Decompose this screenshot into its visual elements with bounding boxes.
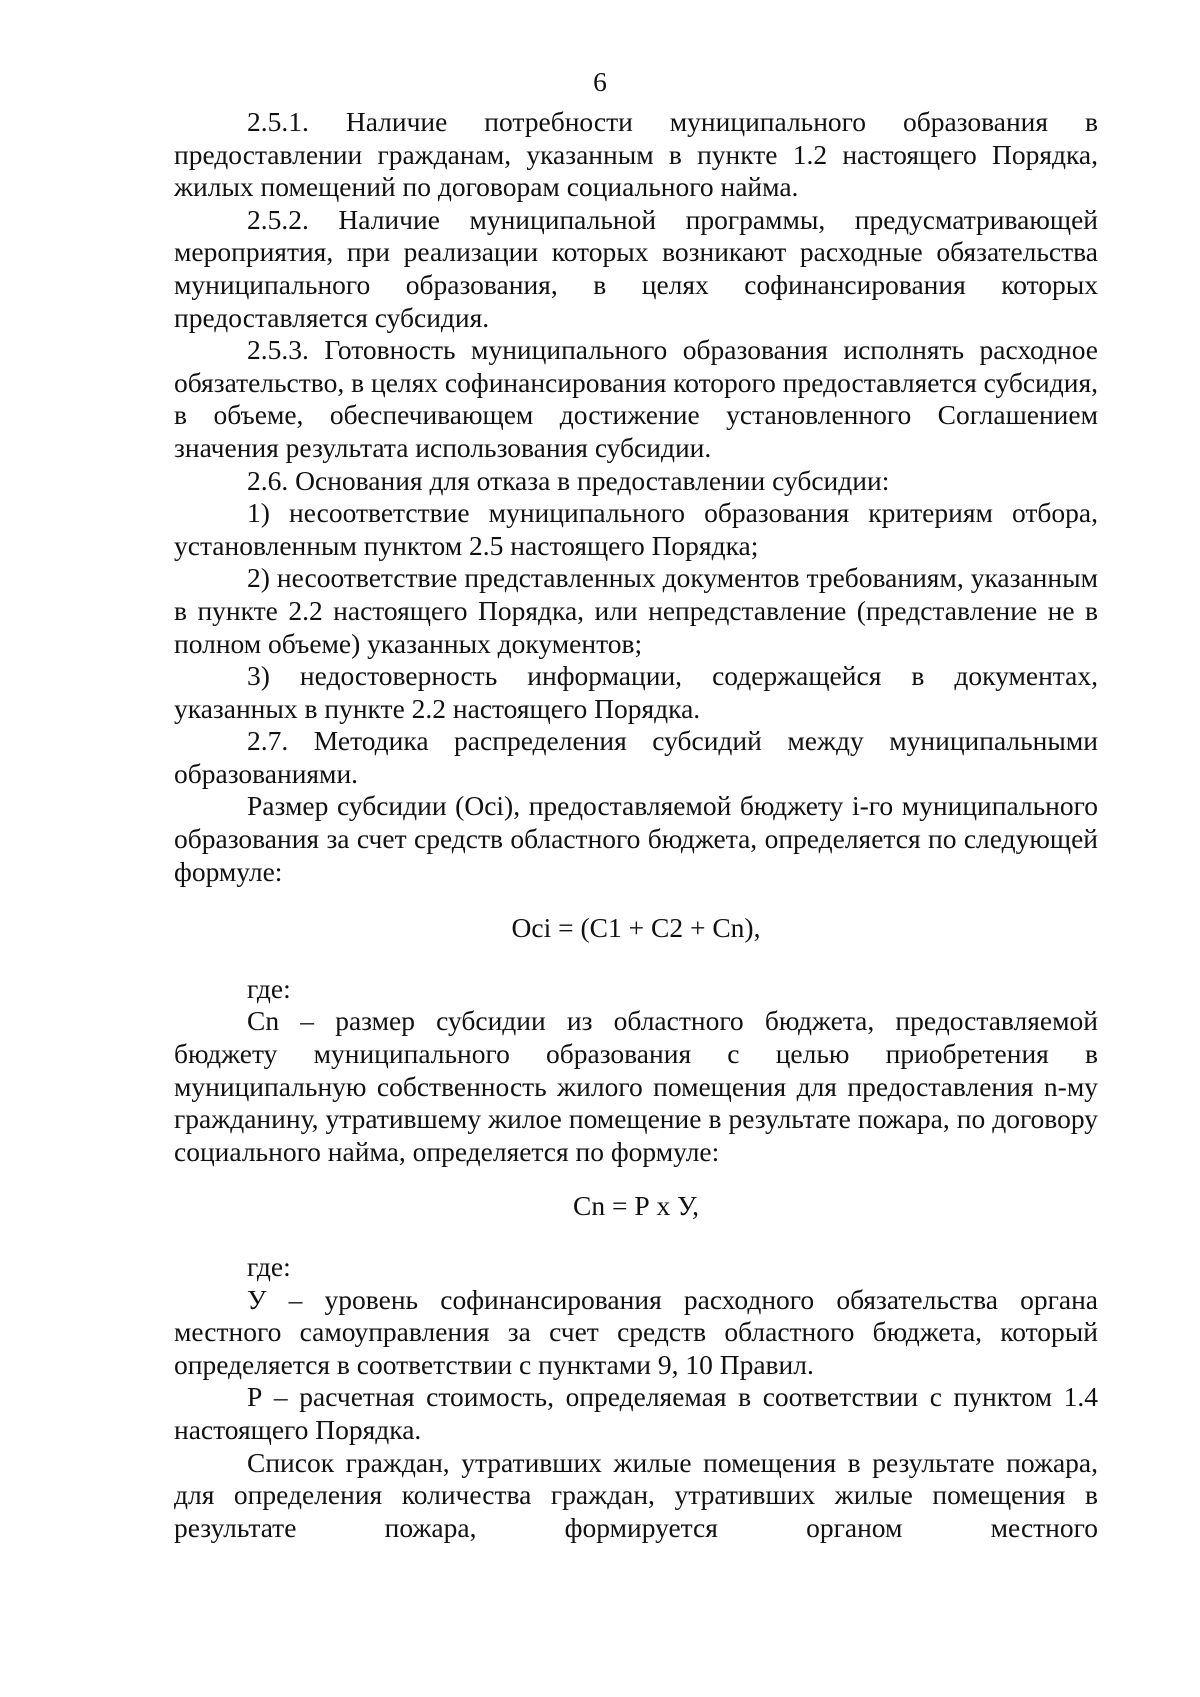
where-label: где: — [247, 972, 291, 1004]
paragraph-2-5-2: 2.5.2. Наличие муниципальной программы, предусматривающей мероприятия, при реализации которых возникают расходные обязательства муниципального образования, в целях софинансирования которых предоставляется субсидия. — [174, 203, 1098, 333]
paragraph-2-6: 2.6. Основания для отказа в предоставлении субсидии: — [247, 464, 890, 496]
paragraph-2-5-3: 2.5.3. Готовность муниципального образования исполнять расходное обязательство, в целях софинансирования которого предоставляется субсидия, в объеме, обеспечивающем достижение установленного Соглашением значения результата использования субсидии. — [174, 334, 1098, 463]
paragraph-subsidy-size: Размер субсидии (Осi), предоставляемой бюджету i-го муниципального образования за счет средств областного бюджета, определяется по следующей формуле: — [174, 790, 1098, 887]
list-item-1: 1) несоответствие муниципального образования критериям отбора, установленным пунктом 2.5 настоящего Порядка; — [174, 497, 1098, 561]
formula-cn: Сn = Р х У, — [572, 1190, 699, 1222]
list-item-2: 2) несоответствие представленных документов требованиям, указанным в пункте 2.2 настоящего Порядка, или непредставление (представление не в полном объеме) указанных документов; — [174, 562, 1098, 659]
paragraph-p-definition: Р – расчетная стоимость, определяемая в соответствии с пунктом 1.4 настоящего Порядка. — [174, 1381, 1098, 1445]
paragraph-cn-definition: Сn – размер субсидии из областного бюджета, предоставляемой бюджету муниципального образования с целью приобретения в муниципальную собственность жилого помещения для предоставления n-му гражданину, утратившему жилое помещение в результате пожара, по договору социального найма, определяется по формуле: — [174, 1005, 1098, 1167]
paragraph-2-7: 2.7. Методика распределения субсидий между муниципальными образованиями. — [174, 725, 1098, 789]
where-label: где: — [247, 1251, 291, 1282]
page-number: 6 — [593, 66, 607, 97]
paragraph-u-definition: У – уровень софинансирования расходного обязательства органа местного самоуправления за счет средств областного бюджета, который определяется в соответствии с пунктами 9, 10 Правил. — [174, 1283, 1098, 1380]
list-item-3: 3) недостоверность информации, содержащейся в документах, указанных в пункте 2.2 настоящего Порядка. — [174, 660, 1098, 724]
paragraph-citizens-list: Список граждан, утративших жилые помещения в результате пожара, для определения количества граждан, утративших жилые помещения в результате пожара, формируется органом местного — [174, 1446, 1098, 1543]
document-body — [174, 106, 1098, 1544]
formula-subsidy-total: Осi = (С1 + С2 + Сn), — [511, 912, 761, 944]
paragraph-2-5-1: 2.5.1. Наличие потребности муниципального образования в предоставлении гражданам, указанным в пункте 1.2 настоящего Порядка, жилых помещений по договорам социального найма. — [174, 106, 1098, 203]
